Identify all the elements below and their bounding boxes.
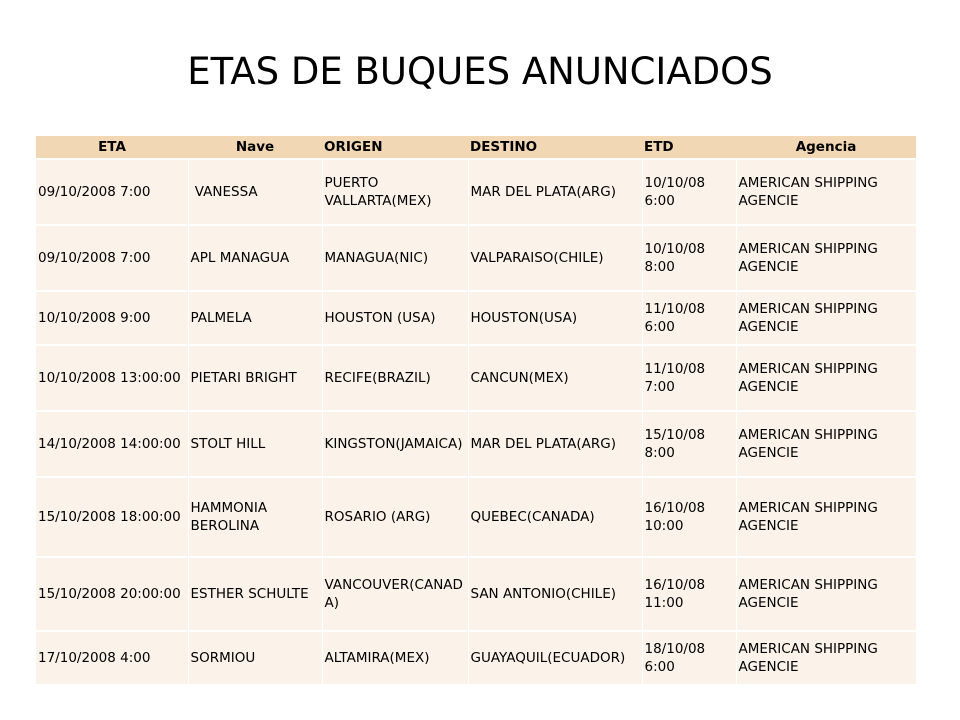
cell-origen: RECIFE(BRAZIL) <box>322 345 468 411</box>
cell-agencia: AMERICAN SHIPPING AGENCIE <box>736 159 916 225</box>
table-row <box>36 159 916 225</box>
header-nave: Nave <box>188 136 322 159</box>
cell-destino: CANCUN(MEX) <box>468 345 642 411</box>
header-eta: ETA <box>36 136 188 159</box>
cell-eta: 15/10/2008 18:00:00 <box>36 477 188 557</box>
cell-nave: PIETARI BRIGHT <box>188 345 322 411</box>
cell-eta: 10/10/2008 13:00:00 <box>36 345 188 411</box>
cell-eta: 15/10/2008 20:00:00 <box>36 557 188 631</box>
table-row <box>36 557 916 631</box>
cell-etd: 10/10/08 6:00 <box>642 159 736 225</box>
cell-etd: 15/10/08 8:00 <box>642 411 736 477</box>
header-etd: ETD <box>642 136 736 159</box>
cell-eta: 09/10/2008 7:00 <box>36 225 188 291</box>
cell-eta: 14/10/2008 14:00:00 <box>36 411 188 477</box>
cell-agencia: AMERICAN SHIPPING AGENCIE <box>736 345 916 411</box>
ships-table <box>36 136 917 686</box>
cell-origen: ROSARIO (ARG) <box>322 477 468 557</box>
cell-nave: SORMIOU <box>188 631 322 685</box>
cell-nave: HAMMONIA BEROLINA <box>188 477 322 557</box>
cell-destino: MAR DEL PLATA(ARG) <box>468 411 642 477</box>
cell-origen: ALTAMIRA(MEX) <box>322 631 468 685</box>
cell-agencia: AMERICAN SHIPPING AGENCIE <box>736 477 916 557</box>
cell-origen: VANCOUVER(CANADA) <box>322 557 468 631</box>
cell-nave: ESTHER SCHULTE <box>188 557 322 631</box>
table-row <box>36 345 916 411</box>
cell-etd: 10/10/08 8:00 <box>642 225 736 291</box>
cell-origen: HOUSTON (USA) <box>322 291 468 345</box>
cell-destino: QUEBEC(CANADA) <box>468 477 642 557</box>
cell-etd: 16/10/08 11:00 <box>642 557 736 631</box>
table-row <box>36 631 916 685</box>
cell-eta: 09/10/2008 7:00 <box>36 159 188 225</box>
header-origen: ORIGEN <box>322 136 468 159</box>
cell-agencia: AMERICAN SHIPPING AGENCIE <box>736 411 916 477</box>
cell-destino: MAR DEL PLATA(ARG) <box>468 159 642 225</box>
header-destino: DESTINO <box>468 136 642 159</box>
cell-eta: 17/10/2008 4:00 <box>36 631 188 685</box>
table-row <box>36 291 916 345</box>
cell-destino: VALPARAISO(CHILE) <box>468 225 642 291</box>
cell-origen: MANAGUA(NIC) <box>322 225 468 291</box>
cell-nave: STOLT HILL <box>188 411 322 477</box>
cell-etd: 11/10/08 6:00 <box>642 291 736 345</box>
cell-eta: 10/10/2008 9:00 <box>36 291 188 345</box>
table-row <box>36 411 916 477</box>
cell-agencia: AMERICAN SHIPPING AGENCIE <box>736 225 916 291</box>
cell-etd: 18/10/08 6:00 <box>642 631 736 685</box>
table-header-row <box>36 136 916 159</box>
page-title: ETAS DE BUQUES ANUNCIADOS <box>187 50 773 93</box>
cell-origen: PUERTO VALLARTA(MEX) <box>322 159 468 225</box>
cell-destino: SAN ANTONIO(CHILE) <box>468 557 642 631</box>
cell-origen: KINGSTON(JAMAICA) <box>322 411 468 477</box>
cell-nave: APL MANAGUA <box>188 225 322 291</box>
cell-etd: 11/10/08 7:00 <box>642 345 736 411</box>
cell-agencia: AMERICAN SHIPPING AGENCIE <box>736 631 916 685</box>
cell-agencia: AMERICAN SHIPPING AGENCIE <box>736 557 916 631</box>
cell-destino: GUAYAQUIL(ECUADOR) <box>468 631 642 685</box>
table-row <box>36 477 916 557</box>
cell-nave: PALMELA <box>188 291 322 345</box>
header-agencia: Agencia <box>736 136 916 159</box>
table-row <box>36 225 916 291</box>
cell-agencia: AMERICAN SHIPPING AGENCIE <box>736 291 916 345</box>
cell-nave: VANESSA <box>188 159 322 225</box>
cell-etd: 16/10/08 10:00 <box>642 477 736 557</box>
cell-destino: HOUSTON(USA) <box>468 291 642 345</box>
